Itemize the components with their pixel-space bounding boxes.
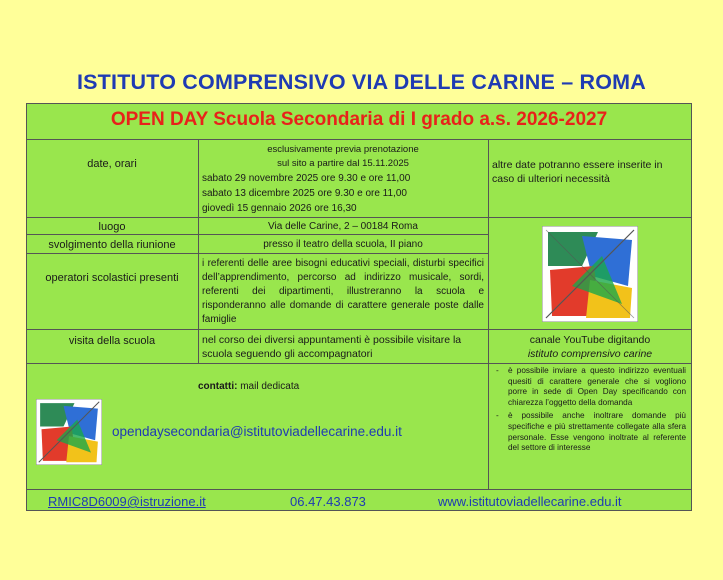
contact-notes xyxy=(496,366,686,457)
visit-value: nel corso dei diversi appuntamenti è possibile visitare la scuola seguendo gli accompagnatori xyxy=(202,334,462,360)
open-day-table xyxy=(26,103,692,511)
pec-email-link[interactable]: RMIC8D6009@istruzione.it xyxy=(48,494,206,509)
meeting-value: presso il teatro della scuola, II piano xyxy=(263,239,423,250)
meeting-label: svolgimento della riunione xyxy=(48,239,176,251)
school-logo-small xyxy=(36,399,102,465)
phone-number: 06.47.43.873 xyxy=(290,494,366,509)
other-dates-note: altre date potranno essere inserite in caso di ulteriori necessità xyxy=(492,159,663,185)
youtube-search-term: istituto comprensivo carine xyxy=(527,348,653,360)
youtube-channel-label: canale YouTube digitando xyxy=(529,334,651,346)
dates-label: date, orari xyxy=(87,158,137,170)
operators-label: operatori scolastici presenti xyxy=(45,272,179,284)
school-title: ISTITUTO COMPRENSIVO VIA DELLE CARINE – ROMA xyxy=(76,70,647,94)
dedicated-email-link[interactable]: opendaysecondaria@istitutoviadellecarine.edu.it xyxy=(112,424,402,439)
date-3: giovedì 15 gennaio 2026 ore 16,30 xyxy=(202,203,357,214)
event-title: OPEN DAY Scuola Secondaria di I grado a.s. 2026-2027 xyxy=(110,109,608,130)
operators-value: i referenti delle aree bisogni educativi speciali, disturbi specifici dell’apprendimento, percorso ad indirizzo musicale, sordi, referenti dei dipartimenti, illustreranno la scuola e risponderanno alle domande di carattere generale poste dalle famiglie xyxy=(202,258,484,325)
date-2: sabato 13 dicembre 2025 ore 9.30 e ore 11,00 xyxy=(202,188,407,199)
date-1: sabato 29 novembre 2025 ore 9.30 e ore 11,00 xyxy=(202,173,411,184)
contacts-label: contatti: mail dedicata xyxy=(198,381,300,392)
note-specific-questions: - è possibile anche inoltrare domande più specifiche e più strettamente collegate alla sfera personale. Esse vengono inoltrate al referente del settore di interesse xyxy=(508,411,686,453)
place-label: luogo xyxy=(98,221,126,233)
website-link[interactable]: www.istitutoviadellecarine.edu.it xyxy=(438,494,622,509)
place-value: Via delle Carine, 2 – 00184 Roma xyxy=(268,221,418,232)
school-logo xyxy=(542,226,638,322)
visit-label: visita della scuola xyxy=(68,335,156,347)
note-general-questions: - è possibile inviare a questo indirizzo eventuali quesiti di carattere generale che si vogliono porre in sede di Open Day specificando con chiarezza l’oggetto della domanda xyxy=(508,366,686,408)
booking-start: sul sito a partire dal 15.11.2025 xyxy=(277,158,409,169)
booking-note: esclusivamente previa prenotazione xyxy=(267,144,419,155)
